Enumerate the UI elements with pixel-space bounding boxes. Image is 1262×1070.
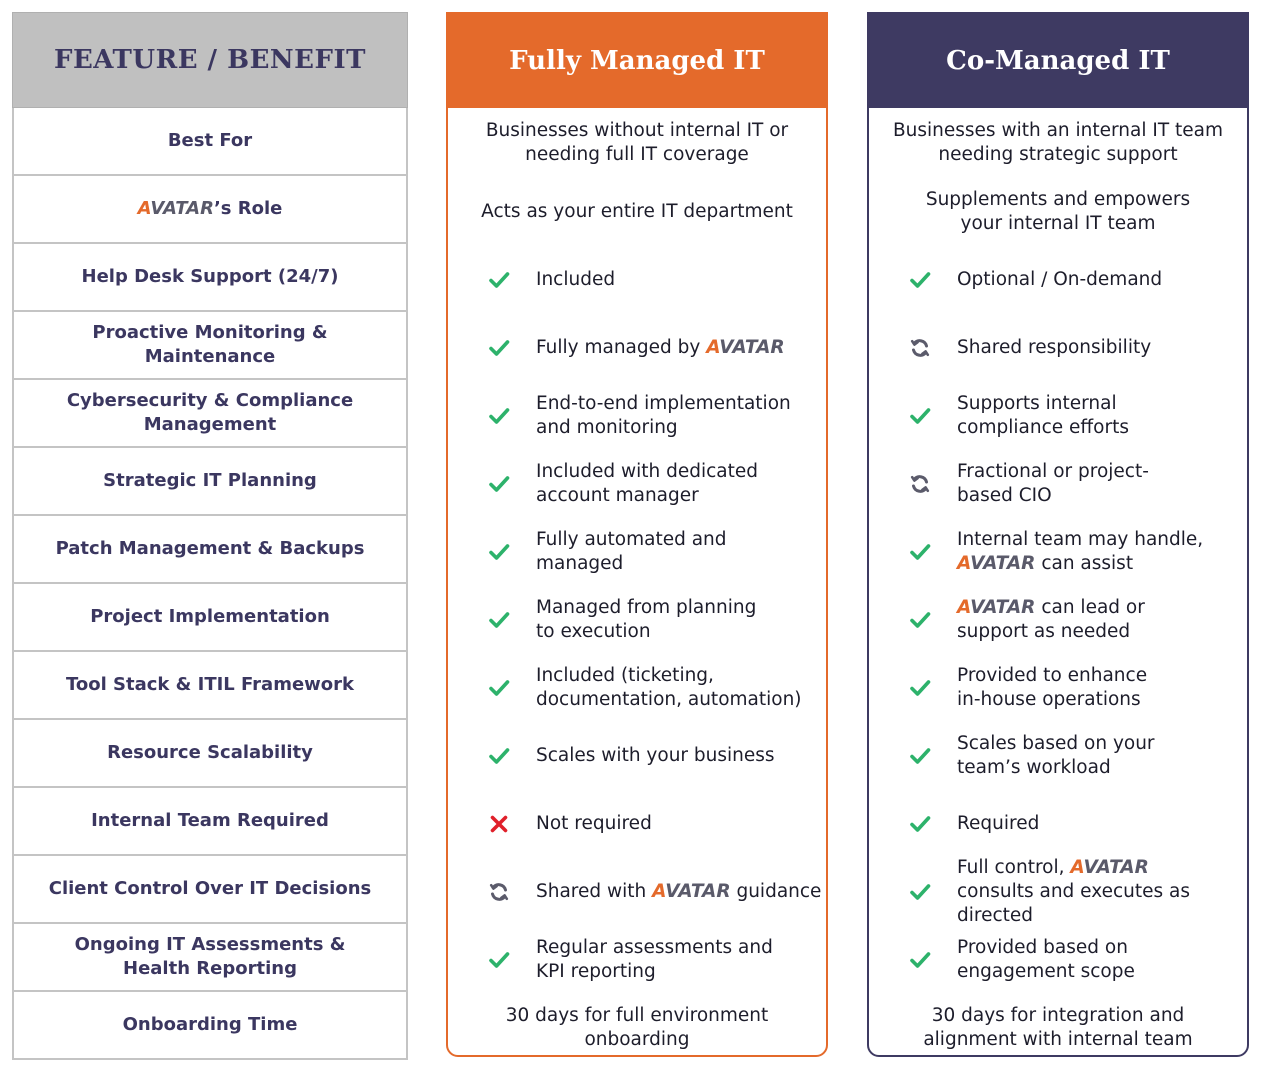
fm-best-for: Businesses without internal IT or needing full IT coverage (485, 120, 789, 165)
avatar-logo (957, 552, 1035, 576)
feature-row-strategic-planning: Strategic IT Planning (12, 448, 408, 516)
cross-icon (488, 813, 510, 835)
fm-onboarding: 30 days for full environment onboarding (505, 1005, 769, 1050)
fm-strategic-planning: Included with dedicated account manager (448, 450, 826, 518)
check-icon (488, 745, 510, 767)
feature-row-monitoring: Proactive Monitoring & Maintenance (12, 312, 408, 380)
cm-patch: Internal team may handle, AVATAR can assist (869, 518, 1247, 586)
feature-row-patch: Patch Management & Backups (12, 516, 408, 584)
cm-internal-team: Required (869, 790, 1247, 858)
avatar-logo-a: A (957, 597, 971, 618)
avatar-logo-rest: VATAR (150, 198, 214, 219)
feature-row-scalability: Resource Scalability (12, 720, 408, 788)
avatar-logo (1070, 856, 1148, 880)
check-icon (909, 949, 931, 971)
feature-row-onboarding: Onboarding Time (12, 992, 408, 1060)
check-icon (488, 677, 510, 699)
avatar-logo (957, 596, 1035, 620)
avatar-logo-a: A (957, 553, 971, 574)
shared-icon (909, 473, 931, 495)
co-managed-column (867, 12, 1249, 1057)
fm-help-desk: Included (448, 246, 826, 314)
check-icon (488, 473, 510, 495)
feature-row-role: AVATAR ’s Role (12, 176, 408, 244)
feature-row-assessments: Ongoing IT Assessments & Health Reporting (12, 924, 408, 992)
feature-column (12, 12, 408, 1060)
shared-icon (488, 881, 510, 903)
fully-managed-title: Fully Managed IT (448, 14, 826, 108)
avatar-logo-rest: VATAR (970, 597, 1036, 618)
avatar-logo (138, 197, 214, 221)
fm-assessments: Regular assessments and KPI reporting (448, 926, 826, 994)
check-icon (488, 337, 510, 359)
avatar-logo-rest: VATAR (719, 337, 785, 358)
check-icon (909, 405, 931, 427)
cm-project: AVATAR can lead or support as needed (869, 586, 1247, 654)
check-icon (488, 269, 510, 291)
fully-managed-column (446, 12, 828, 1057)
check-icon (909, 541, 931, 563)
shared-icon (909, 337, 931, 359)
check-icon (909, 269, 931, 291)
avatar-logo-a: A (706, 337, 720, 358)
feature-row-help-desk: Help Desk Support (24/7) (12, 244, 408, 312)
cm-scalability: Scales based on your team’s workload (869, 722, 1247, 790)
cm-client-control: Full control, AVATAR consults and executes as directed (869, 858, 1247, 926)
cm-monitoring: Shared responsibility (869, 314, 1247, 382)
cm-best-for: Businesses with an internal IT team needing strategic support (892, 120, 1224, 165)
co-managed-title: Co-Managed IT (869, 14, 1247, 108)
check-icon (488, 405, 510, 427)
feature-row-cybersecurity: Cybersecurity & Compliance Management (12, 380, 408, 448)
feature-row-tool-stack: Tool Stack & ITIL Framework (12, 652, 408, 720)
check-icon (909, 745, 931, 767)
feature-row-client-control: Client Control Over IT Decisions (12, 856, 408, 924)
avatar-logo-rest: VATAR (665, 881, 731, 902)
cm-assessments: Provided based on engagement scope (869, 926, 1247, 994)
check-icon (488, 541, 510, 563)
fm-monitoring: Fully managed by AVATAR (448, 314, 826, 382)
check-icon (909, 813, 931, 835)
cm-role: Supplements and empowers your internal IT team (925, 189, 1191, 234)
fm-internal-team: Not required (448, 790, 826, 858)
avatar-logo-a: A (652, 881, 666, 902)
avatar-logo (706, 336, 784, 360)
avatar-logo-rest: VATAR (970, 553, 1036, 574)
avatar-logo-a: A (1070, 857, 1084, 878)
fm-role: Acts as your entire IT department (481, 201, 793, 222)
cm-help-desk: Optional / On-demand (869, 246, 1247, 314)
cm-onboarding: 30 days for integration and alignment with internal team (923, 1005, 1193, 1050)
feature-header: FEATURE / BENEFIT (12, 12, 408, 108)
check-icon (488, 609, 510, 631)
feature-row-best-for: Best For (12, 108, 408, 176)
cm-tool-stack: Provided to enhance in-house operations (869, 654, 1247, 722)
fm-patch: Fully automated and managed (448, 518, 826, 586)
avatar-logo-rest: VATAR (1083, 857, 1149, 878)
avatar-logo (652, 880, 730, 904)
check-icon (909, 677, 931, 699)
check-icon (488, 949, 510, 971)
fm-client-control: Shared with AVATAR guidance (448, 858, 826, 926)
fm-project: Managed from planning to execution (448, 586, 826, 654)
fm-cybersecurity: End-to-end implementation and monitoring (448, 382, 826, 450)
avatar-logo-a: A (137, 198, 151, 219)
cm-cybersecurity: Supports internal compliance efforts (869, 382, 1247, 450)
check-icon (909, 609, 931, 631)
feature-row-project: Project Implementation (12, 584, 408, 652)
cm-strategic-planning: Fractional or project-based CIO (869, 450, 1247, 518)
fm-tool-stack: Included (ticketing, documentation, automation) (448, 654, 826, 722)
check-icon (909, 881, 931, 903)
feature-row-internal-team: Internal Team Required (12, 788, 408, 856)
fm-scalability: Scales with your business (448, 722, 826, 790)
